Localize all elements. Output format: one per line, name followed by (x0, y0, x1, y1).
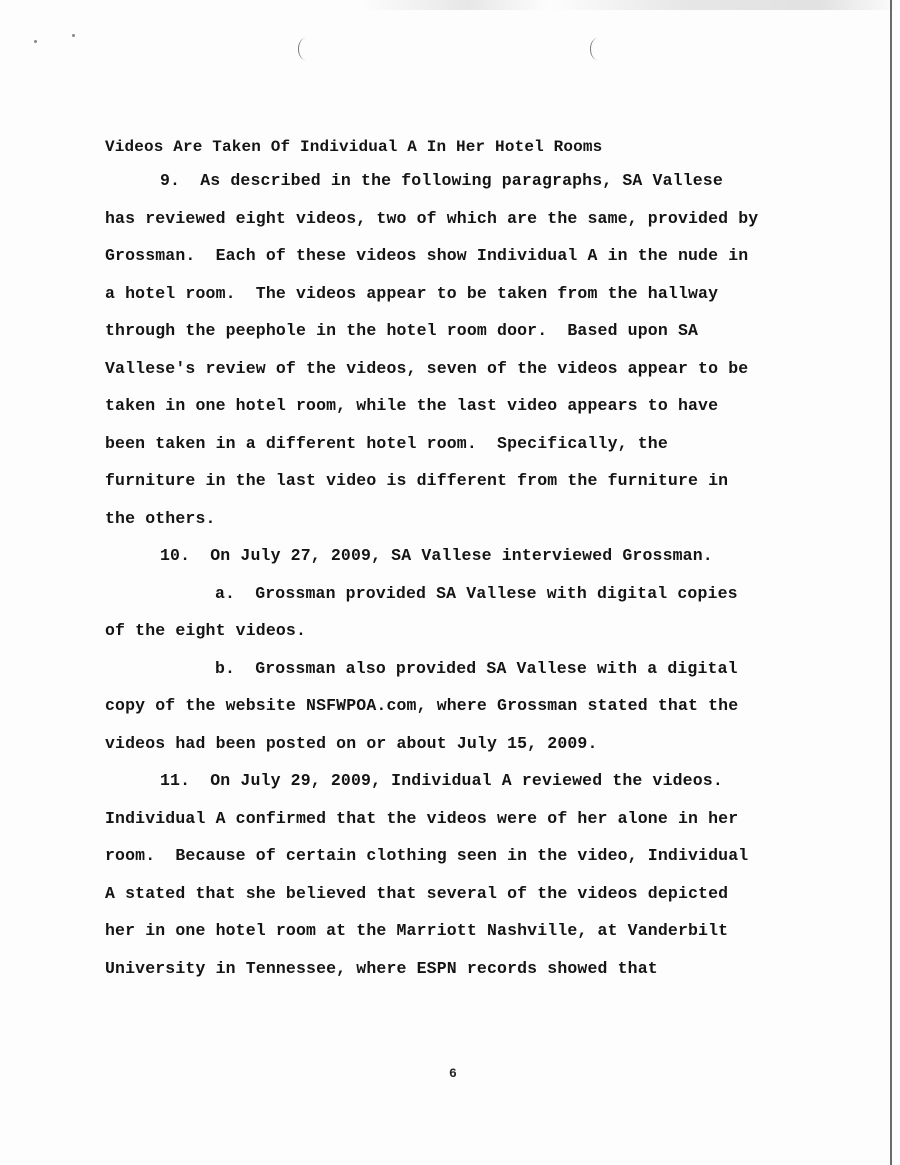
text-line: been taken in a different hotel room. Specifically, the (105, 433, 668, 453)
text-line: furniture in the last video is different from the furniture in (105, 471, 729, 490)
text-line: 9. As described in the following paragraphs, SA Vallese (160, 171, 723, 190)
page-number: 6 (449, 1066, 457, 1081)
text-line: Individual A confirmed that the videos were of her alone in her (105, 808, 739, 828)
section-heading: Videos Are Taken Of Individual A In Her Hotel Rooms (105, 138, 603, 156)
subparagraph-a (105, 575, 795, 650)
text-line: the others. (105, 508, 216, 528)
text-line: of the eight videos. (105, 621, 307, 640)
punch-hole-mark-right (590, 38, 605, 60)
text-line: University in Tennessee, where ESPN records showed that (105, 958, 658, 978)
scan-artifact-top (360, 0, 900, 10)
text-line: 11. On July 29, 2009, Individual A reviewed the videos. (160, 771, 723, 790)
text-line: A stated that she believed that several of the videos depicted (105, 883, 729, 903)
scan-speck (72, 34, 75, 37)
text-line: Grossman. Each of these videos show Individual A in the nude in (105, 246, 749, 265)
text-line: has reviewed eight videos, two of which are the same, provided by (105, 208, 759, 228)
text-line: videos had been posted on or about July 15, 2009. (105, 733, 598, 753)
text-line: Vallese's review of the videos, seven of the videos appear to be (105, 358, 749, 378)
text-line: taken in one hotel room, while the last video appears to have (105, 396, 719, 415)
punch-hole-mark-left (298, 38, 313, 60)
scan-speck (34, 40, 37, 43)
paragraph-10 (105, 537, 795, 575)
paragraph-11 (105, 762, 795, 987)
text-line: her in one hotel room at the Marriott Nashville, at Vanderbilt (105, 921, 729, 940)
text-line: copy of the website NSFWPOA.com, where Grossman stated that the (105, 696, 739, 715)
document-body (105, 132, 795, 987)
text-line: b. Grossman also provided SA Vallese with a digital (215, 658, 738, 678)
text-line: a. Grossman provided SA Vallese with digital copies (215, 583, 738, 603)
text-line: a hotel room. The videos appear to be taken from the hallway (105, 283, 719, 303)
text-line: room. Because of certain clothing seen in the video, Individual (105, 846, 749, 865)
scan-edge-line (890, 0, 892, 1165)
text-line: through the peephole in the hotel room door. Based upon SA (105, 321, 699, 340)
paragraph-9 (105, 162, 795, 537)
subparagraph-b (105, 650, 795, 763)
text-line: 10. On July 27, 2009, SA Vallese interviewed Grossman. (160, 546, 713, 565)
